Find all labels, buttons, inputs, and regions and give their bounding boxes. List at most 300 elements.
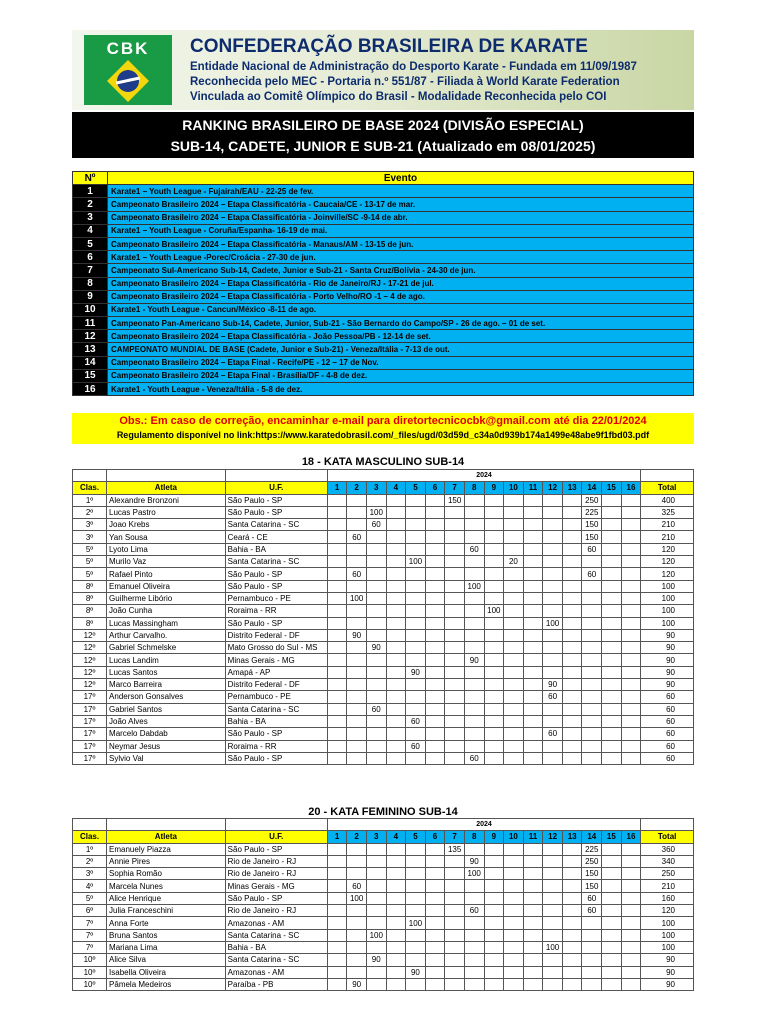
event-points: [327, 654, 347, 666]
event-points: [406, 519, 426, 531]
event-points: [523, 929, 543, 941]
rank-position: 5º: [73, 556, 107, 568]
athlete-state: Pernambuco - PE: [225, 592, 327, 604]
event-points: [425, 728, 445, 740]
rank-position: 17º: [73, 740, 107, 752]
rank-position: 12º: [73, 666, 107, 678]
athlete-name: Guilherme Libório: [107, 592, 226, 604]
event-points: [366, 892, 386, 904]
event-number: 1: [73, 185, 108, 198]
event-points: [621, 966, 641, 978]
table-row: [73, 855, 694, 867]
header-event-number: 10: [504, 831, 524, 843]
event-points: 100: [543, 617, 563, 629]
event-points: [347, 494, 367, 506]
event-number: 5: [73, 237, 108, 250]
event-points: [366, 905, 386, 917]
event-points: [327, 556, 347, 568]
event-points: [445, 978, 465, 990]
table-row: [73, 954, 694, 966]
event-points: [484, 556, 504, 568]
event-points: [562, 642, 582, 654]
event-number: 8: [73, 277, 108, 290]
event-number: 10: [73, 303, 108, 316]
event-points: [523, 855, 543, 867]
rank-position: 17º: [73, 715, 107, 727]
title-line-1: RANKING BRASILEIRO DE BASE 2024 (DIVISÃO ESPECIAL): [182, 117, 584, 133]
athlete-name: Alexandre Bronzoni: [107, 494, 226, 506]
total-points: 90: [641, 978, 694, 990]
event-points: [543, 666, 563, 678]
event-points: [602, 568, 622, 580]
athlete-name: Sylvio Val: [107, 752, 226, 764]
event-points: [366, 868, 386, 880]
event-points: [484, 880, 504, 892]
header-event-number: 16: [621, 482, 641, 494]
table-row: [73, 666, 694, 678]
event-points: [602, 605, 622, 617]
athlete-state: Rio de Janeiro - RJ: [225, 868, 327, 880]
event-points: [484, 691, 504, 703]
event-points: [543, 519, 563, 531]
table-row: [73, 543, 694, 555]
event-points: [602, 740, 622, 752]
event-points: [347, 728, 367, 740]
event-points: [347, 843, 367, 855]
event-points: [484, 629, 504, 641]
event-points: [464, 691, 484, 703]
rank-position: 2º: [73, 506, 107, 518]
event-points: [484, 519, 504, 531]
event-points: [327, 728, 347, 740]
title-line-2: SUB-14, CADETE, JUNIOR E SUB-21 (Atualizado em 08/01/2025): [170, 138, 596, 154]
event-points: [504, 740, 524, 752]
event-points: [327, 703, 347, 715]
event-points: [327, 917, 347, 929]
event-points: [464, 506, 484, 518]
event-points: [366, 556, 386, 568]
event-points: [327, 605, 347, 617]
event-points: [621, 929, 641, 941]
event-points: [406, 494, 426, 506]
event-points: [621, 917, 641, 929]
rank-position: 8º: [73, 580, 107, 592]
header-uf: U.F.: [225, 482, 327, 494]
athlete-name: João Alves: [107, 715, 226, 727]
athlete-name: Joao Krebs: [107, 519, 226, 531]
event-points: 60: [366, 703, 386, 715]
event-points: [366, 592, 386, 604]
total-points: 90: [641, 654, 694, 666]
event-points: [425, 978, 445, 990]
event-points: [582, 929, 602, 941]
event-points: [327, 580, 347, 592]
event-points: [504, 880, 524, 892]
event-points: [464, 605, 484, 617]
table-row: [73, 880, 694, 892]
event-points: [366, 941, 386, 953]
event-points: [562, 941, 582, 953]
event-points: [425, 568, 445, 580]
event-points: [327, 592, 347, 604]
header-athlete: Atleta: [107, 482, 226, 494]
event-row: [73, 290, 694, 303]
event-points: [484, 954, 504, 966]
event-points: [484, 715, 504, 727]
event-points: [523, 905, 543, 917]
event-points: [406, 531, 426, 543]
header-event-number: 5: [406, 831, 426, 843]
total-points: 60: [641, 728, 694, 740]
event-points: [445, 941, 465, 953]
athlete-state: Distrito Federal - DF: [225, 679, 327, 691]
event-number: 15: [73, 369, 108, 382]
total-points: 60: [641, 752, 694, 764]
event-points: [504, 917, 524, 929]
event-points: [327, 966, 347, 978]
event-points: 100: [543, 941, 563, 953]
event-points: [562, 868, 582, 880]
event-points: [464, 642, 484, 654]
event-points: [602, 703, 622, 715]
event-points: [445, 855, 465, 867]
event-points: [484, 580, 504, 592]
event-points: [621, 715, 641, 727]
event-points: [484, 740, 504, 752]
event-points: 60: [543, 728, 563, 740]
event-name: Campeonato Brasileiro 2024 – Etapa Classificatória - Manaus/AM - 13-15 de jun.: [108, 237, 694, 250]
event-points: [621, 543, 641, 555]
event-points: 100: [406, 917, 426, 929]
total-points: 120: [641, 543, 694, 555]
total-points: 120: [641, 556, 694, 568]
event-points: [523, 941, 543, 953]
events-header-number: Nº: [73, 172, 108, 185]
event-number: 11: [73, 317, 108, 330]
event-points: [562, 666, 582, 678]
header-event-number: 13: [562, 831, 582, 843]
event-points: 60: [347, 880, 367, 892]
event-points: [406, 543, 426, 555]
event-points: [621, 494, 641, 506]
event-points: [366, 617, 386, 629]
table-row: [73, 679, 694, 691]
event-points: 150: [582, 868, 602, 880]
header-event-number: 15: [602, 831, 622, 843]
athlete-state: Santa Catarina - SC: [225, 954, 327, 966]
event-points: [602, 941, 622, 953]
rank-position: 7º: [73, 929, 107, 941]
table-row: [73, 917, 694, 929]
total-points: 60: [641, 740, 694, 752]
event-points: [543, 568, 563, 580]
regulation-link[interactable]: Regulamento disponível no link:https://www.karatedobrasil.com/_files/ugd/03d59d_c34a0d939b174a1499e48abe9f1fbd03.pdf: [116, 430, 650, 440]
event-points: [425, 543, 445, 555]
table-row: [73, 556, 694, 568]
org-line-2: Reconhecida pelo MEC - Portaria n.º 551/87 - Filiada à World Karate Federation: [190, 76, 620, 88]
total-points: 100: [641, 917, 694, 929]
event-points: [425, 715, 445, 727]
rank-position: 10º: [73, 978, 107, 990]
event-points: [425, 679, 445, 691]
year-row: [73, 470, 694, 482]
athlete-state: Ceará - CE: [225, 531, 327, 543]
total-points: 400: [641, 494, 694, 506]
athlete-state: Bahia - BA: [225, 543, 327, 555]
event-points: 90: [366, 642, 386, 654]
event-points: [602, 617, 622, 629]
event-points: [406, 941, 426, 953]
event-points: [386, 691, 406, 703]
event-points: [621, 691, 641, 703]
event-points: [425, 592, 445, 604]
event-points: [386, 929, 406, 941]
event-points: [366, 691, 386, 703]
athlete-state: São Paulo - SP: [225, 892, 327, 904]
table-row: [73, 519, 694, 531]
event-number: 6: [73, 251, 108, 264]
event-row: [73, 343, 694, 356]
event-points: [347, 642, 367, 654]
event-points: [386, 679, 406, 691]
event-points: [406, 679, 426, 691]
event-points: [464, 556, 484, 568]
event-points: [484, 966, 504, 978]
event-points: [582, 556, 602, 568]
event-points: [425, 580, 445, 592]
ranking-header-row: [73, 482, 694, 494]
event-points: [523, 506, 543, 518]
header-event-number: 8: [464, 482, 484, 494]
event-points: [347, 703, 367, 715]
event-points: [543, 880, 563, 892]
events-header-event: Evento: [108, 172, 694, 185]
event-points: [602, 506, 622, 518]
athlete-name: Lucas Santos: [107, 666, 226, 678]
event-points: [523, 740, 543, 752]
event-points: [504, 654, 524, 666]
correction-note: Obs.: Em caso de correção, encaminhar e-mail para diretortecnicocbk@gmail.com até dia 22/01/2024: [119, 415, 647, 427]
event-points: [582, 941, 602, 953]
event-points: 90: [464, 855, 484, 867]
blank-cell: [641, 819, 694, 831]
event-points: [484, 917, 504, 929]
event-points: [504, 691, 524, 703]
event-points: [484, 543, 504, 555]
header-event-number: 8: [464, 831, 484, 843]
event-points: [445, 543, 465, 555]
event-points: [484, 531, 504, 543]
event-points: [445, 966, 465, 978]
event-points: [347, 556, 367, 568]
event-points: [386, 855, 406, 867]
event-points: [327, 843, 347, 855]
event-points: [523, 592, 543, 604]
table-row: [73, 905, 694, 917]
athlete-name: Anna Forte: [107, 917, 226, 929]
event-points: [504, 752, 524, 764]
event-points: [484, 855, 504, 867]
event-points: [543, 855, 563, 867]
athlete-state: Roraima - RR: [225, 740, 327, 752]
event-points: [504, 905, 524, 917]
event-row: [73, 356, 694, 369]
event-points: [347, 580, 367, 592]
event-points: [562, 905, 582, 917]
blank-cell: [107, 470, 226, 482]
event-points: [582, 954, 602, 966]
event-points: [562, 752, 582, 764]
event-points: [621, 978, 641, 990]
event-points: [523, 868, 543, 880]
event-points: 225: [582, 506, 602, 518]
event-points: [327, 752, 347, 764]
ranking-header-row: [73, 831, 694, 843]
event-points: [425, 531, 445, 543]
event-points: 90: [347, 978, 367, 990]
event-points: [504, 531, 524, 543]
event-points: [327, 691, 347, 703]
event-points: [543, 506, 563, 518]
rank-position: 12º: [73, 629, 107, 641]
event-points: [386, 917, 406, 929]
event-points: [425, 556, 445, 568]
event-points: [562, 494, 582, 506]
event-points: [366, 728, 386, 740]
event-number: 13: [73, 343, 108, 356]
event-points: [445, 519, 465, 531]
athlete-name: Marcelo Dabdab: [107, 728, 226, 740]
athlete-name: Sophia Romão: [107, 868, 226, 880]
event-points: [523, 843, 543, 855]
event-points: [523, 531, 543, 543]
event-points: [562, 605, 582, 617]
event-row: [73, 317, 694, 330]
event-points: [327, 666, 347, 678]
event-points: [484, 703, 504, 715]
event-points: [386, 654, 406, 666]
event-points: 90: [366, 954, 386, 966]
event-points: [327, 531, 347, 543]
event-points: [347, 954, 367, 966]
event-points: [445, 728, 465, 740]
event-points: [562, 691, 582, 703]
event-points: [386, 642, 406, 654]
total-points: 210: [641, 880, 694, 892]
event-points: [445, 568, 465, 580]
event-points: [406, 843, 426, 855]
event-points: [602, 868, 622, 880]
event-points: [484, 592, 504, 604]
event-name: Campeonato Sul-Americano Sub-14, Cadete, Junior e Sub-21 - Santa Cruz/Bolívia - 24-30 de jun.: [108, 264, 694, 277]
event-points: 60: [406, 715, 426, 727]
event-points: [484, 978, 504, 990]
table-row: [73, 715, 694, 727]
total-points: 100: [641, 941, 694, 953]
athlete-state: Rio de Janeiro - RJ: [225, 855, 327, 867]
event-points: [425, 691, 445, 703]
total-points: 120: [641, 568, 694, 580]
event-points: [386, 531, 406, 543]
org-title: CONFEDERAÇÃO BRASILEIRA DE KARATE: [190, 36, 588, 57]
event-points: [406, 592, 426, 604]
rank-position: 17º: [73, 752, 107, 764]
table-row: [73, 629, 694, 641]
event-points: [543, 929, 563, 941]
year-label: 2024: [327, 819, 641, 831]
event-number: 9: [73, 290, 108, 303]
event-points: [562, 654, 582, 666]
ranking-table: [72, 818, 694, 991]
event-points: [562, 978, 582, 990]
event-points: [582, 728, 602, 740]
event-points: [445, 691, 465, 703]
event-points: [543, 917, 563, 929]
event-points: [445, 617, 465, 629]
event-points: [621, 892, 641, 904]
event-points: [582, 605, 602, 617]
event-points: [562, 855, 582, 867]
event-points: [445, 654, 465, 666]
table-row: [73, 642, 694, 654]
event-points: [347, 740, 367, 752]
athlete-name: Alice Silva: [107, 954, 226, 966]
event-points: 60: [464, 543, 484, 555]
event-points: [406, 642, 426, 654]
athlete-name: Isabella Oliveira: [107, 966, 226, 978]
table-row: [73, 966, 694, 978]
event-points: [464, 892, 484, 904]
athlete-name: Bruna Santos: [107, 929, 226, 941]
event-row: [73, 303, 694, 316]
event-points: [366, 740, 386, 752]
event-points: [406, 580, 426, 592]
event-points: 250: [582, 494, 602, 506]
event-points: [464, 941, 484, 953]
total-points: 210: [641, 519, 694, 531]
event-points: [504, 855, 524, 867]
event-points: [386, 556, 406, 568]
event-points: [602, 642, 622, 654]
event-points: 60: [582, 543, 602, 555]
event-points: [562, 531, 582, 543]
event-points: [386, 843, 406, 855]
event-points: [582, 691, 602, 703]
header-event-number: 14: [582, 831, 602, 843]
event-points: [484, 752, 504, 764]
athlete-name: Lucas Pastro: [107, 506, 226, 518]
event-points: [327, 929, 347, 941]
event-points: [484, 905, 504, 917]
event-points: [445, 642, 465, 654]
event-points: [543, 715, 563, 727]
blank-cell: [225, 819, 327, 831]
event-name: Campeonato Brasileiro 2024 – Etapa Final - Brasília/DF - 4-8 de dez.: [108, 369, 694, 382]
event-points: [484, 843, 504, 855]
event-points: [543, 905, 563, 917]
event-points: [406, 728, 426, 740]
event-points: [425, 941, 445, 953]
event-points: [386, 666, 406, 678]
event-points: [464, 843, 484, 855]
event-points: [386, 605, 406, 617]
event-points: [562, 543, 582, 555]
event-points: [582, 715, 602, 727]
event-name: Campeonato Brasileiro 2024 – Etapa Final - Recife/PE - 12 – 17 de Nov.: [108, 356, 694, 369]
event-points: [602, 855, 622, 867]
rank-position: 1º: [73, 494, 107, 506]
event-points: [621, 519, 641, 531]
